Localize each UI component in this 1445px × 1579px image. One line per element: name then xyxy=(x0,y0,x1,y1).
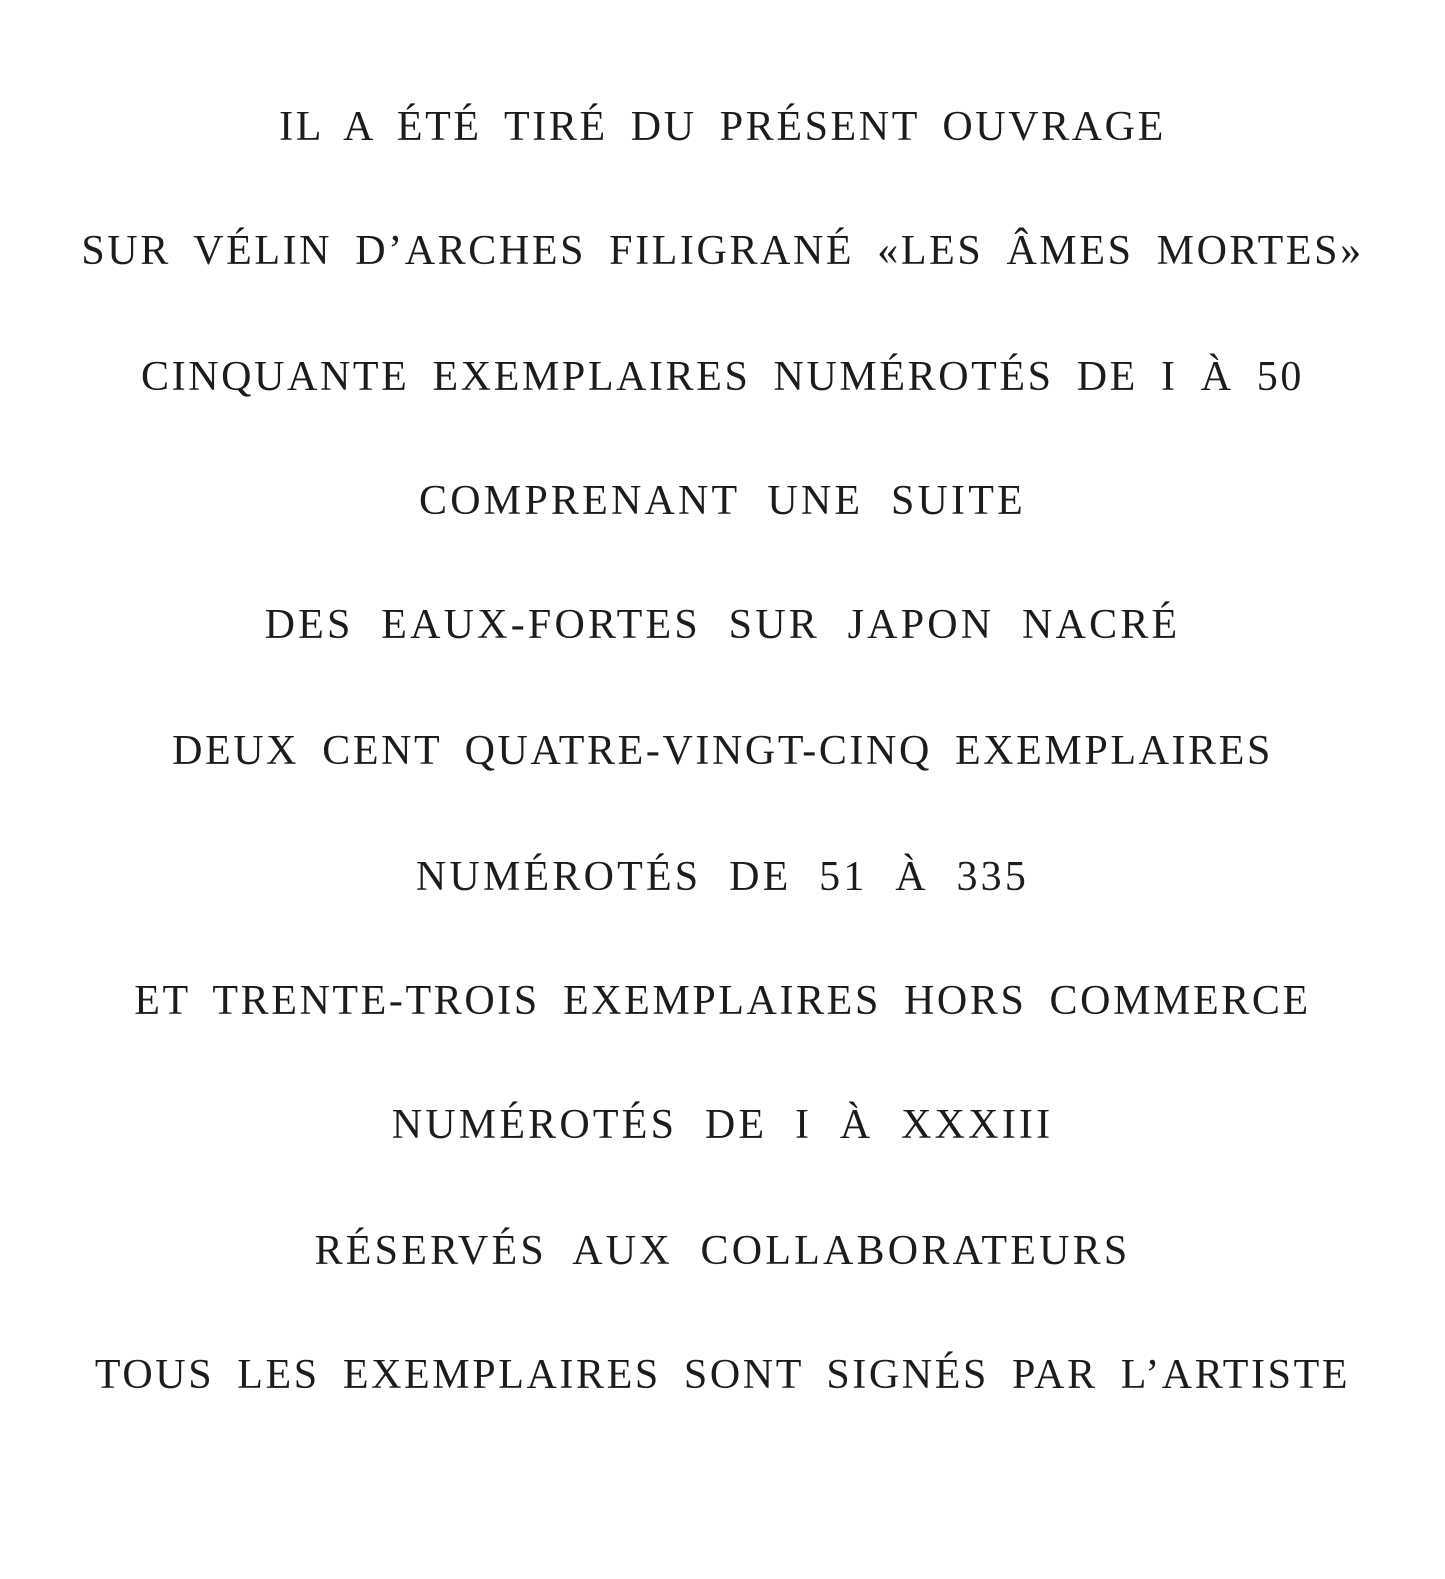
colophon-line-2: SUR VÉLIN D’ARCHES FILIGRANÉ «LES ÂMES MORTES» xyxy=(81,228,1364,274)
colophon-line-4: COMPRENANT UNE SUITE xyxy=(419,478,1026,524)
colophon-line-6: DEUX CENT QUATRE-VINGT-CINQ EXEMPLAIRES xyxy=(172,728,1273,774)
colophon-line-10: RÉSERVÉS AUX COLLABORATEURS xyxy=(314,1228,1131,1274)
colophon-line-5: DES EAUX-FORTES SUR JAPON NACRÉ xyxy=(264,602,1181,648)
colophon-line-1: IL A ÉTÉ TIRÉ DU PRÉSENT OUVRAGE xyxy=(279,104,1166,150)
colophon-line-7: NUMÉROTÉS DE 51 À 335 xyxy=(415,854,1030,900)
colophon-line-3: CINQUANTE EXEMPLAIRES NUMÉROTÉS DE I À 50 xyxy=(141,354,1304,400)
colophon-line-9: NUMÉROTÉS DE I À XXXIII xyxy=(391,1102,1054,1148)
colophon-line-8: ET TRENTE-TROIS EXEMPLAIRES HORS COMMERCE xyxy=(134,978,1311,1024)
colophon-line-11: TOUS LES EXEMPLAIRES SONT SIGNÉS PAR L’ARTISTE xyxy=(94,1352,1351,1398)
